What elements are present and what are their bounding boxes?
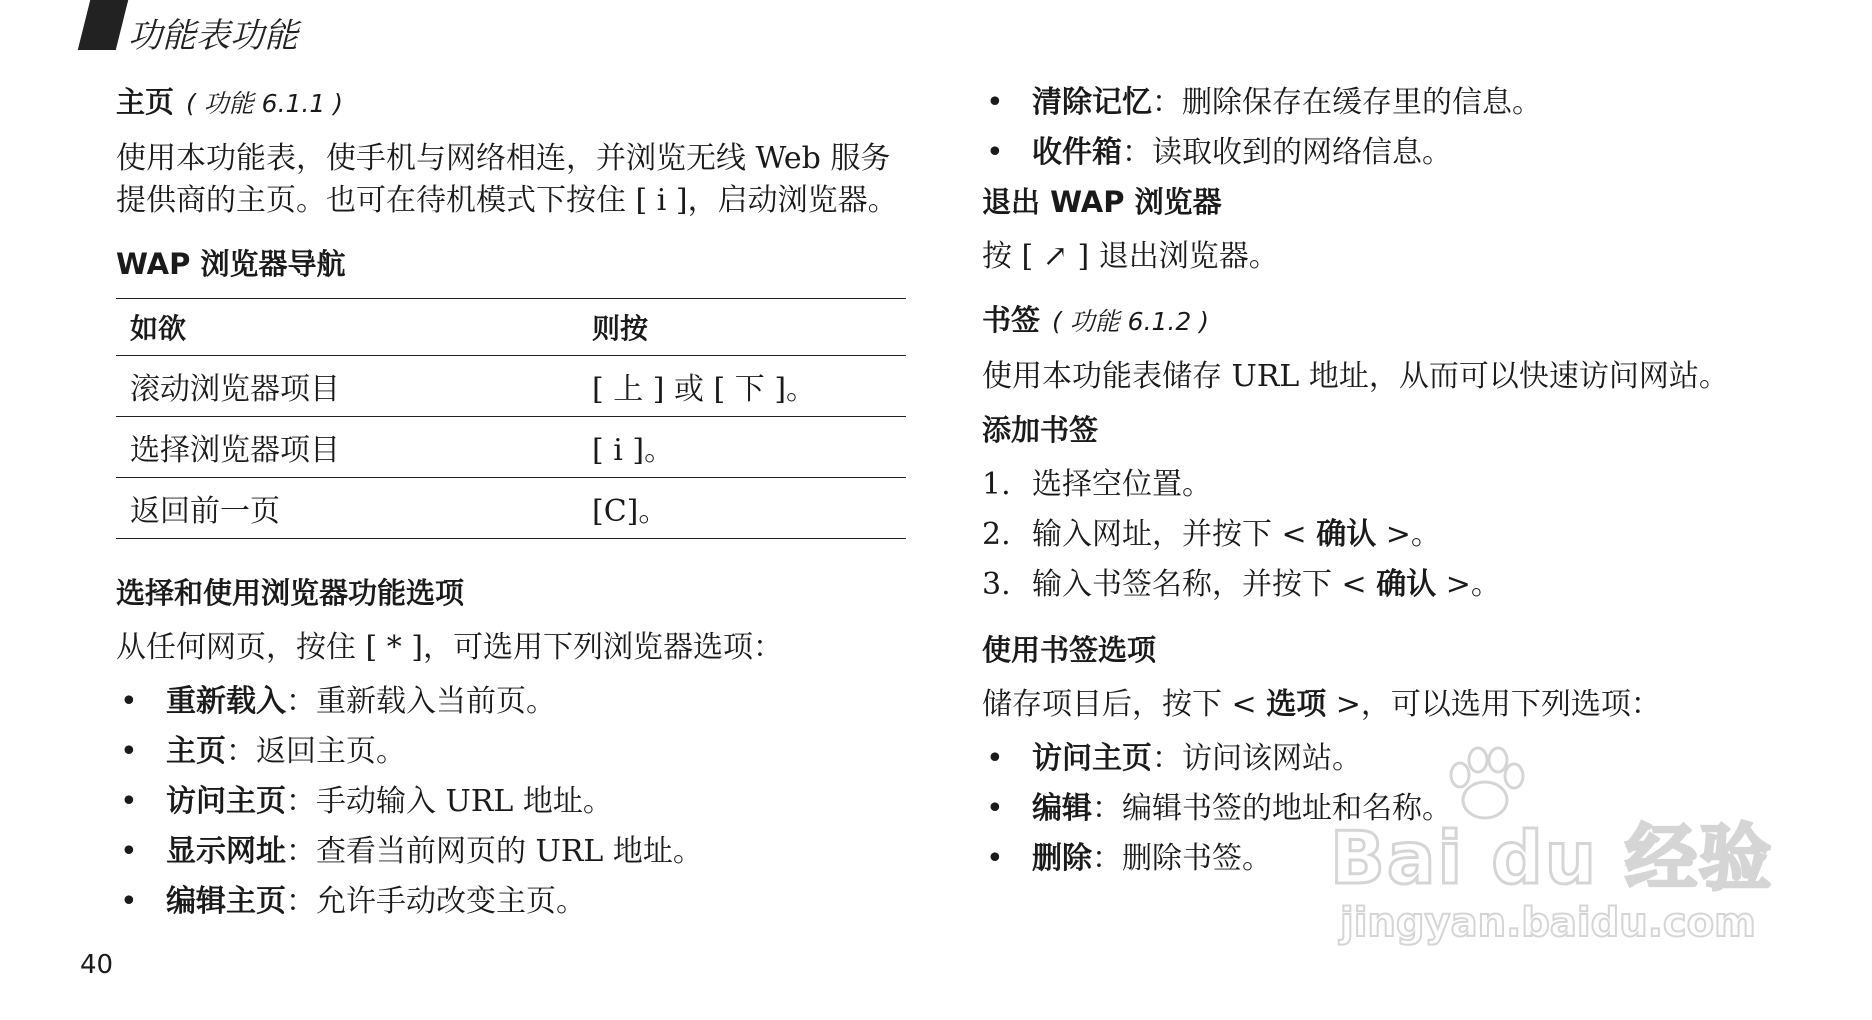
step-key: 确认 <box>1376 567 1437 602</box>
intro-text-end: >，可以选用下列选项： <box>1326 687 1661 722</box>
page-number: 40 <box>80 950 114 980</box>
option-term: 编辑 <box>1032 791 1092 826</box>
option-term: 访问主页 <box>166 784 286 819</box>
nav-col-want: 如欲 <box>116 299 578 356</box>
option-term: 删除 <box>1032 841 1092 876</box>
bookmark-text: 使用本功能表储存 URL 地址，从而可以快速访问网站。 <box>982 359 1729 394</box>
cache-options-list <box>982 82 1802 174</box>
option-term: 编辑主页 <box>166 884 286 919</box>
option-desc: ：删除书签。 <box>1092 841 1272 876</box>
intro-text: 储存项目后，按下 < <box>982 687 1267 722</box>
watermark-url: jingyan.baidu.com <box>1340 900 1756 946</box>
homepage-title: 主页 <box>116 85 175 119</box>
nav-action: 滚动浏览器项目 <box>116 356 578 417</box>
section-header-title: 功能表功能 <box>128 16 298 56</box>
option-desc: ：读取收到的网络信息。 <box>1122 135 1452 170</box>
nav-table-header <box>116 299 906 356</box>
nav-col-press: 则按 <box>578 299 906 356</box>
list-item <box>982 464 1802 506</box>
option-desc: ：重新载入当前页。 <box>286 684 556 719</box>
list-item <box>116 781 906 823</box>
add-bookmark-heading: 添加书签 <box>982 413 1099 447</box>
step-key: 确认 <box>1316 517 1377 552</box>
header-bar <box>78 0 128 50</box>
intro-key: 选项 <box>1266 687 1327 722</box>
homepage-text: 使用本功能表，使手机与网络相连，并浏览无线 Web 服务提供商的主页。也可在待机模式下按住 [ i ]，启动浏览器。 <box>116 141 898 218</box>
add-bookmark-steps <box>982 464 1802 606</box>
homepage-heading <box>116 82 906 124</box>
step-number: 2. <box>982 517 1011 552</box>
option-desc: ：返回主页。 <box>226 734 406 769</box>
bookmark-title: 书签 <box>982 303 1041 337</box>
nav-key: [ 上 ] 或 [ 下 ]。 <box>578 356 906 417</box>
list-item <box>982 514 1802 556</box>
list-item <box>982 132 1802 174</box>
option-term: 访问主页 <box>1032 741 1152 776</box>
list-item <box>116 731 906 773</box>
step-number: 3. <box>982 567 1011 602</box>
option-desc: ：访问该网站。 <box>1152 741 1362 776</box>
step-text: 输入网址，并按下 < <box>1032 517 1317 552</box>
option-desc: ：手动输入 URL 地址。 <box>286 784 613 819</box>
watermark-brand: Bai du 经验 <box>1330 816 1774 900</box>
nav-key: [C]。 <box>578 478 906 539</box>
nav-action: 选择浏览器项目 <box>116 417 578 478</box>
option-term: 收件箱 <box>1032 135 1122 170</box>
option-desc: ：查看当前网页的 URL 地址。 <box>286 834 703 869</box>
option-desc: ：编辑书签的地址和名称。 <box>1092 791 1452 826</box>
step-text-end: >。 <box>1436 567 1501 602</box>
list-item <box>982 564 1802 606</box>
options-list <box>116 681 906 923</box>
nav-table <box>116 298 906 539</box>
options-intro: 从任何网页，按住 [ * ]，可选用下列浏览器选项： <box>116 630 784 665</box>
exit-heading: 退出 WAP 浏览器 <box>982 185 1222 219</box>
homepage-subtitle: ( 功能 6.1.1 ) <box>186 89 343 118</box>
options-heading: 选择和使用浏览器功能选项 <box>116 576 465 610</box>
nav-heading: WAP 浏览器导航 <box>116 247 346 281</box>
list-item <box>982 82 1802 124</box>
bookmark-subtitle: ( 功能 6.1.2 ) <box>1052 307 1209 336</box>
use-bookmark-heading: 使用书签选项 <box>982 633 1157 667</box>
left-column <box>116 82 906 931</box>
option-term: 显示网址 <box>166 834 286 869</box>
list-item <box>116 881 906 923</box>
use-bookmark-intro <box>982 684 1802 726</box>
table-row <box>116 417 906 478</box>
table-row <box>116 478 906 539</box>
list-item <box>116 681 906 723</box>
step-text: 输入书签名称，并按下 < <box>1032 567 1377 602</box>
step-text-end: >。 <box>1376 517 1441 552</box>
exit-text: 按 [ ↗ ] 退出浏览器。 <box>982 239 1279 274</box>
option-term: 清除记忆 <box>1032 85 1152 120</box>
step-number: 1. <box>982 467 1011 502</box>
nav-action: 返回前一页 <box>116 478 578 539</box>
option-term: 主页 <box>166 734 226 769</box>
bookmark-heading <box>982 300 1802 342</box>
nav-key: [ i ]。 <box>578 417 906 478</box>
option-desc: ：允许手动改变主页。 <box>286 884 586 919</box>
option-term: 重新载入 <box>166 684 286 719</box>
table-row <box>116 356 906 417</box>
list-item <box>116 831 906 873</box>
step-text: 选择空位置。 <box>1032 467 1212 502</box>
option-desc: ：删除保存在缓存里的信息。 <box>1152 85 1542 120</box>
baidu-watermark <box>1330 740 1790 960</box>
